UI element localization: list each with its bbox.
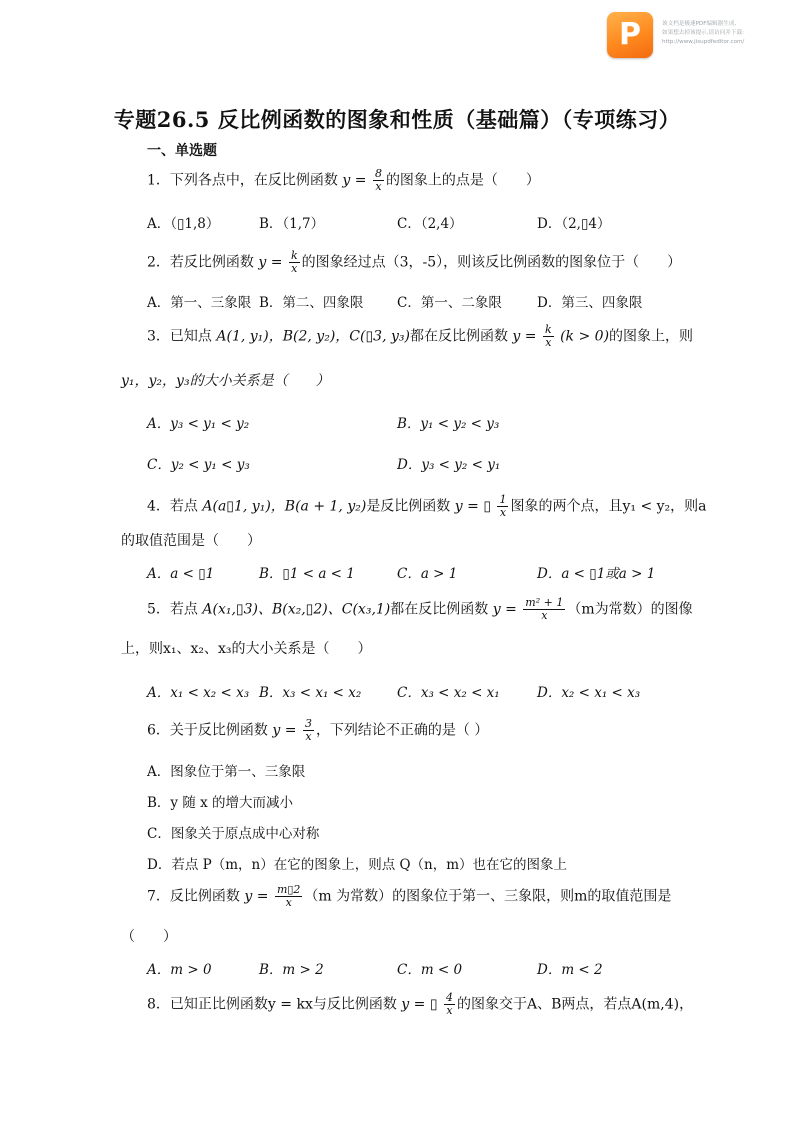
q3-stem-post: 的图象上，则 [609, 328, 694, 345]
q3-stem-mid: 都在反比例函数 [409, 328, 508, 345]
q2-y: y [258, 254, 267, 271]
q1-option-d: D．（2,▯4） [537, 216, 611, 232]
q2-number: 2． [147, 254, 170, 271]
note-line-1: 该文档是极速PDF编辑器生成, [662, 21, 737, 27]
question-3 [147, 324, 693, 349]
q3-stem-pre: 已知点 [169, 328, 212, 345]
q3-option-a: A．y₃ < y₁ < y₂ [147, 416, 250, 432]
q3-number: 3． [147, 328, 170, 345]
watermark-note [662, 20, 744, 47]
q2-stem-post: 的图象经过点（3，-5），则该反比例函数的图象位于（ ） [301, 254, 682, 271]
question-4 [147, 494, 707, 519]
question-1 [147, 168, 540, 193]
q4-option-b: B．▯1 < a < 1 [259, 566, 355, 582]
q8-y: y [401, 996, 410, 1013]
q5-stem-mid: 都在反比例函数 [390, 601, 489, 618]
q5-points: A(x₁,▯3)、B(x₂,▯2)、C(x₃,1) [202, 601, 391, 618]
q1-option-b: B．（1,7） [259, 216, 325, 232]
q7-number: 7． [147, 888, 170, 905]
q2-stem-pre: 若反比例函数 [169, 254, 254, 271]
q3-option-d: D．y₃ < y₂ < y₁ [397, 457, 501, 473]
q5-fraction: $\frac{\text{m² + 1}}{x}$ [525, 596, 564, 622]
q1-stem-post: 的图象上的点是（ ） [385, 172, 540, 189]
note-line-3: http://www.jisupdfeditor.com/ [662, 39, 745, 45]
q7-option-c: C．m < 0 [397, 962, 463, 978]
q6-stem-pre: 关于反比例函数 [169, 722, 268, 739]
question-7 [147, 884, 671, 909]
q2-option-d: D．第三、四象限 [537, 295, 643, 311]
q2-fraction: $\frac{k}{x}$ [290, 249, 298, 275]
q4-option-d: D．a < ▯1或a > 1 [537, 566, 656, 582]
q6-number: 6． [147, 722, 170, 739]
q5-number: 5． [147, 601, 170, 618]
q5-option-a: A．x₁ < x₂ < x₃ [147, 685, 250, 701]
q1-number: 1． [147, 172, 170, 189]
q2-option-c: C．第一、二象限 [397, 295, 502, 311]
q6-eq: = [280, 722, 301, 739]
q3-condition: (k > 0) [560, 328, 610, 345]
q2-option-a: A．第一、三象限 [147, 295, 252, 311]
q4-stem-pre: 若点 [169, 498, 198, 515]
document-title: 专题26.5 反比例函数的图象和性质（基础篇）（专项练习） [113, 107, 681, 132]
question-6 [147, 718, 488, 743]
q1-stem-pre: 下列各点中，在反比例函数 [169, 172, 338, 189]
q6-option-c: C．图象关于原点成中心对称 [147, 826, 320, 842]
q5-stem-post: （m为常数）的图像 [567, 601, 693, 618]
q5-stem-pre: 若点 [169, 601, 198, 618]
q6-option-d: D．若点 P（m，n）在它的图象上，则点 Q（n，m）也在它的图象上 [147, 857, 568, 873]
q7-option-d: D．m < 2 [537, 962, 603, 978]
q3-line-2: y₁，y₂，y₃的大小关系是（ ） [121, 373, 330, 389]
question-2 [147, 250, 681, 275]
q6-y: y [272, 722, 281, 739]
q7-fraction: $\frac{m▯2}{x}$ [276, 883, 301, 909]
q1-eq: = [350, 172, 371, 189]
q5-eq: = [500, 601, 522, 618]
q4-number: 4． [147, 498, 170, 515]
q5-option-c: C．x₃ < x₂ < x₁ [397, 685, 500, 701]
q4-points: A(a▯1, y₁)，B(a + 1, y₂) [202, 498, 367, 515]
logo-letter: P [619, 17, 641, 52]
q1-y: y [342, 172, 351, 189]
q6-fraction: $\frac{3}{x}$ [304, 717, 312, 743]
q7-line-2: （ ） [121, 929, 177, 945]
note-line-2: 如果想去掉该提示,请访问并下载: [662, 30, 744, 36]
q3-option-c: C．y₂ < y₁ < y₃ [147, 457, 250, 473]
q4-eq: = ▯ [462, 498, 492, 515]
q5-y: y [492, 601, 501, 618]
q8-number: 8． [147, 996, 170, 1013]
q2-option-b: B．第二、四象限 [259, 295, 364, 311]
q4-fraction: $\frac{1}{x}$ [499, 493, 507, 519]
q5-option-d: D．x₂ < x₁ < x₃ [537, 685, 641, 701]
q5-option-b: B．x₃ < x₁ < x₂ [259, 685, 362, 701]
q4-stem-post: 图象的两个点，且y₁ < y₂，则a [510, 498, 707, 515]
section-heading: 一、单选题 [147, 143, 217, 159]
q6-option-a: A．图象位于第一、三象限 [147, 764, 306, 780]
q3-fraction: $\frac{k}{x}$ [544, 323, 552, 349]
q3-points: A(1, y₁)，B(2, y₂)，C(▯3, y₃) [216, 328, 410, 345]
q6-option-b: B．y 随 x 的增大而减小 [147, 795, 294, 811]
pdf-editor-logo [607, 12, 653, 58]
q7-eq: = [252, 888, 273, 905]
q3-y: y [512, 328, 521, 345]
q7-y: y [244, 888, 253, 905]
q8-eq: = ▯ [409, 996, 438, 1013]
q4-y: y [454, 498, 463, 515]
q8-stem-post: 的图象交于A、B两点，若点A(m,4)， [457, 996, 694, 1013]
q4-option-a: A．a < ▯1 [147, 566, 215, 582]
q4-option-c: C．a > 1 [397, 566, 458, 582]
q7-stem-post: （m 为常数）的图象位于第一、三象限，则m的取值范围是 [304, 888, 672, 905]
q1-fraction: $\frac{8}{x}$ [374, 167, 382, 193]
question-8 [147, 992, 693, 1017]
q7-option-b: B．m > 2 [259, 962, 324, 978]
q7-option-a: A．m > 0 [147, 962, 212, 978]
q4-stem-mid: 是反比例函数 [366, 498, 451, 515]
q5-line-2: 上，则x₁、x₂、x₃的大小关系是（ ） [121, 641, 372, 657]
q7-stem-pre: 反比例函数 [169, 888, 240, 905]
q1-option-a: A．（▯1,8） [147, 216, 220, 232]
q3-option-b: B．y₁ < y₂ < y₃ [397, 416, 500, 432]
q8-fraction: $\frac{4}{x}$ [446, 991, 454, 1017]
q1-option-c: C．（2,4） [397, 216, 463, 232]
q2-eq: = [266, 254, 287, 271]
q8-stem-pre: 已知正比例函数y = kx与反比例函数 [169, 996, 397, 1013]
q6-stem-post: ，下列结论不正确的是（ ） [315, 722, 489, 739]
q4-line-2: 的取值范围是（ ） [121, 533, 261, 549]
question-5 [147, 597, 693, 622]
q3-eq: = [520, 328, 541, 345]
